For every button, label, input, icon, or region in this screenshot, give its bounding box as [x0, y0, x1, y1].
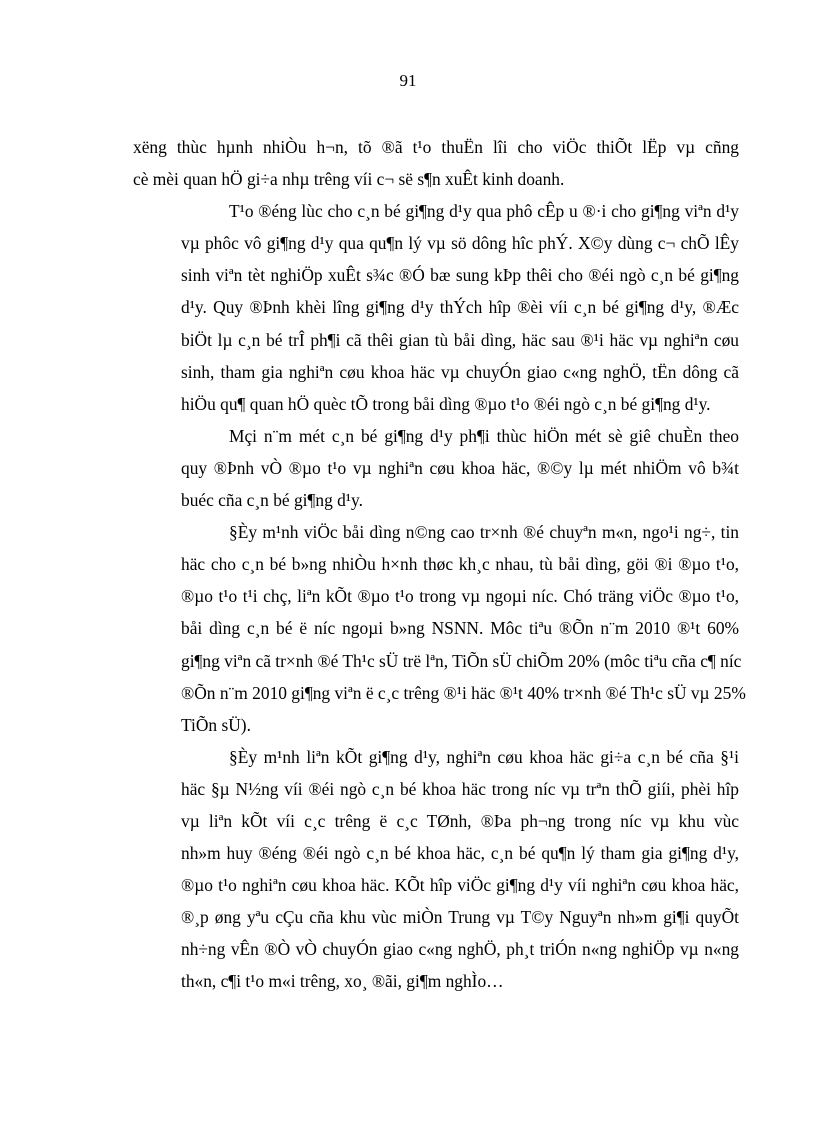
page-number: 91: [399, 71, 417, 90]
text-line: th«n, c¶i t¹o m«i trêng, xo¸ ®ãi, gi¶m nghÌo…: [181, 971, 504, 992]
text-line: ®µo t¹o t¹i chç, liªn kÕt ®µo t¹o trong vµ ngoµi níc. Chó träng viÖc ®µo t¹o,: [181, 586, 739, 607]
text-line: d¹y. Quy ®Þnh khèi lîng gi¶ng d¹y thÝch hîp ®èi víi c¸n bé gi¶ng d¹y, ®Æc: [181, 297, 739, 318]
text-line: §Èy m¹nh viÖc båi dìng n©ng cao tr×nh ®é chuyªn m«n, ngo¹i ng÷, tin: [229, 522, 739, 543]
text-line: vµ liªn kÕt víi c¸c trêng ë c¸c TØnh, ®Þa ph¬ng trong níc vµ khu vùc: [181, 810, 739, 831]
text-line: häc cho c¸n bé b»ng nhiÒu h×nh thøc kh¸c nhau, tù båi dìng, göi ®i ®µo t¹o,: [181, 554, 739, 575]
text-line: cè mèi quan hÖ gi÷a nhµ trêng víi c¬ së s¶n xuÊt kinh doanh.: [133, 169, 565, 190]
paragraph: [133, 516, 746, 741]
text-line: båi dìng c¸n bé ë níc ngoµi b»ng NSNN. Môc tiªu ®Õn n¨m 2010 ®¹t 60%: [181, 618, 739, 639]
text-line: TiÕn sÜ).: [181, 714, 251, 735]
text-line: quy ®Þnh vÒ ®µo t¹o vµ nghiªn cøu khoa häc, ®©y lµ mét nhiÖm vô b¾t: [181, 457, 739, 478]
paragraph: [133, 195, 739, 420]
text-line: buéc cña c¸n bé gi¶ng d¹y.: [181, 490, 363, 511]
text-line: nh÷ng vÊn ®Ò vÒ chuyÓn giao c«ng nghÖ, ph¸t triÓn n«ng nghiÖp vµ n«ng: [181, 939, 739, 960]
text-line: T¹o ®éng lùc cho c¸n bé gi¶ng d¹y qua phô cÊp u ®·i cho gi¶ng viªn d¹y: [229, 201, 739, 222]
paragraph: [133, 420, 739, 516]
text-line: nh»m huy ®éng ®éi ngò c¸n bé khoa häc, c¸n bé qu¶n lý tham gia gi¶ng d¹y,: [181, 843, 739, 864]
text-line: xëng thùc hµnh nhiÒu h¬n, tõ ®ã t¹o thuËn lîi cho viÖc thiÕt lËp vµ cñng: [133, 137, 739, 157]
text-line: ®µo t¹o nghiªn cøu khoa häc. KÕt hîp viÖc gi¶ng d¹y víi nghiªn cøu khoa häc,: [181, 875, 739, 896]
text-line: biÖt lµ c¸n bé trÎ ph¶i cã thêi gian tù båi dìng, häc sau ®¹i häc vµ nghiªn cøu: [181, 329, 739, 350]
text-line: §Èy m¹nh liªn kÕt gi¶ng d¹y, nghiªn cøu khoa häc gi÷a c¸n bé cña §¹i: [229, 746, 739, 767]
text-line: sinh, tham gia nghiªn cøu khoa häc vµ chuyÓn giao c«ng nghÖ, tËn dông cã: [181, 361, 739, 382]
body-text: [133, 131, 746, 998]
text-line: gi¶ng viªn cã tr×nh ®é Th¹c sÜ trë lªn, TiÕn sÜ chiÕm 20% (môc tiªu cña c¶ níc: [181, 650, 742, 671]
text-line: ®Õn n¨m 2010 gi¶ng viªn ë c¸c trêng ®¹i häc ®¹t 40% tr×nh ®é Th¹c sÜ vµ 25%: [181, 682, 746, 703]
paragraph: [133, 741, 739, 998]
text-line: häc §µ N½ng víi ®éi ngò c¸n bé khoa häc trong níc vµ trªn thÕ giíi, phèi hîp: [181, 778, 739, 799]
text-line: vµ phôc vô gi¶ng d¹y qua qu¶n lý vµ sö dông hîc phÝ. X©y dùng c¬ chÕ lÊy: [181, 233, 739, 254]
text-line: hiÖu qu¶ quan hÖ quèc tÕ trong båi dìng ®µo t¹o ®éi ngò c¸n bé gi¶ng d¹y.: [181, 393, 711, 414]
text-line: sinh viªn tèt nghiÖp xuÊt s¾c ®Ó bæ sung kÞp thêi cho ®éi ngò c¸n bé gi¶ng: [181, 265, 739, 286]
text-line: Mçi n¨m mét c¸n bé gi¶ng d¹y ph¶i thùc hiÖn mét sè giê chuÈn theo: [229, 425, 739, 446]
paragraph: [133, 131, 739, 195]
text-line: ®¸p øng yªu cÇu cña khu vùc miÒn Trung vµ T©y Nguyªn nh»m gi¶i quyÕt: [181, 907, 739, 928]
